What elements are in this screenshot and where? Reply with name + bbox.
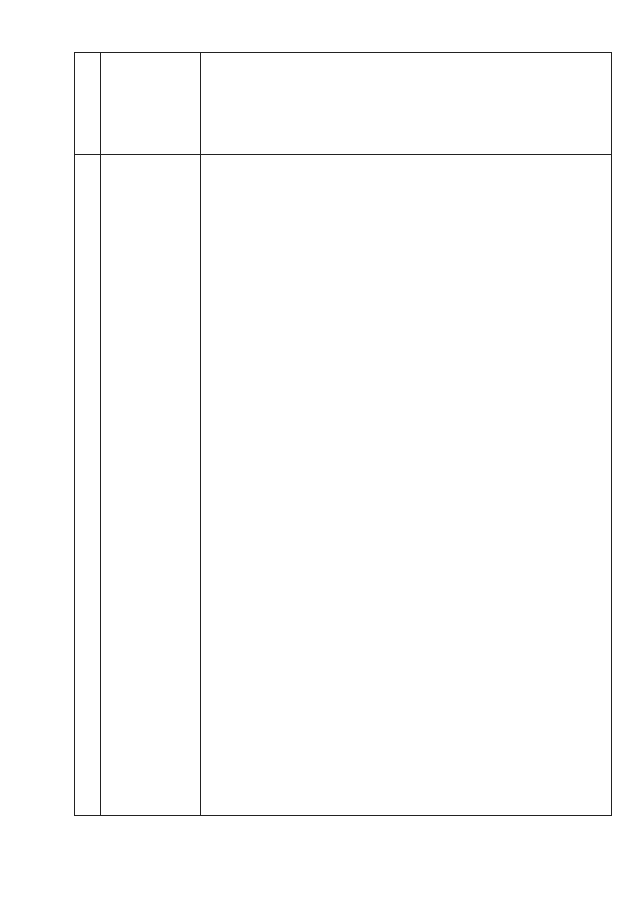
table-border-right (611, 52, 612, 816)
table-border-col2 (200, 52, 201, 816)
table-border-top (74, 52, 611, 53)
table-border-col1 (100, 52, 101, 816)
table-row-divider (74, 154, 611, 155)
table-border-left (74, 52, 75, 816)
table-border-bottom (74, 815, 611, 816)
